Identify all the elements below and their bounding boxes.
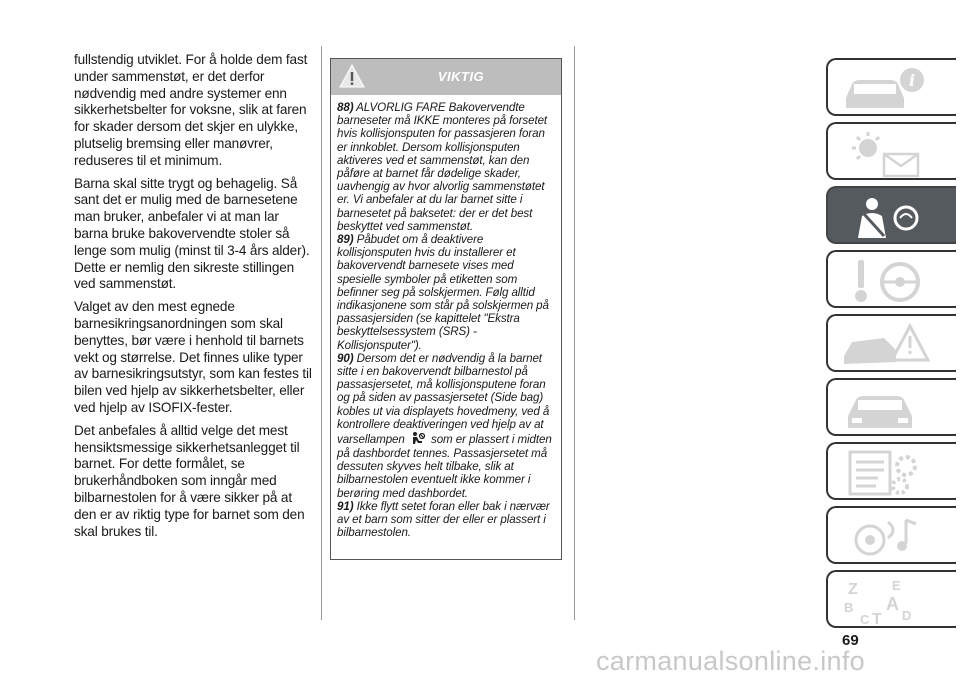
tab-car-info[interactable] bbox=[826, 58, 956, 116]
tab-starting-driving[interactable] bbox=[826, 250, 956, 308]
warning-note bbox=[337, 101, 555, 233]
paragraph: Valget av den mest egnede barnesikringsanordningen som skal benyttes, bør være i henhold til barnets vekt og størrelse. Det finnes ulike typer av barnesikringsutstyr, som kan festes til bilen ved hjelp av sikkerhetsbelter, eller ved hjelp av ISOFIX-fester. bbox=[74, 299, 312, 415]
warning-note bbox=[337, 500, 555, 540]
warning-box bbox=[330, 58, 562, 560]
body-text-column bbox=[74, 52, 314, 546]
paragraph: Barna skal sitte trygt og behagelig. Så sant det er mulig med de barnesetene man bruker, anbefaler vi at man lar barna bruke bakovervendte stoler så lenge som mulig (minst til 3-4 års alder). Dette er nemlig den sikreste stillingen ved sammenstøt. bbox=[74, 175, 310, 292]
index-letter: C bbox=[860, 612, 870, 626]
key-steering-wheel-icon bbox=[840, 256, 936, 306]
note-text: ALVORLIG FARE Bakovervendte barneseter må IKKE monteres på forsetet hvis kollisjonsputen for passasjeren foran er innkoblet. Dersom kollisjonsputen aktiveres ved et sammenstøt, kan den påføre at barnet får dødelige skader, uavhengig av hvor alvorlig sammenstøtet er. Vi anbefaler at du lar barnet sitte i barnesetet på baksetet: der er det best beskyttet ved sammenstøt. bbox=[337, 101, 548, 233]
index-letters-icon bbox=[840, 576, 936, 626]
airbag-off-warning-light-icon bbox=[410, 431, 426, 447]
note-number: 91) bbox=[337, 499, 354, 513]
specifications-gear-icon bbox=[840, 448, 936, 498]
car-accident-icon bbox=[840, 320, 936, 370]
column-divider bbox=[574, 46, 575, 620]
index-letter: T bbox=[872, 611, 882, 626]
seatbelt-airbag-icon bbox=[840, 192, 936, 242]
car-info-icon bbox=[840, 64, 936, 114]
note-number: 89) bbox=[337, 233, 354, 247]
note-text: Ikke flytt setet foran eller bak i nærvær av et barn som sitter der eller er plassert i bilbarnestolen. bbox=[337, 499, 550, 540]
paragraph: Det anbefales å alltid velge det mest hensiktsmessige sikkerhetsanlegget til barnet. For dette formålet, se brukerhåndboken som inngår med bilbarnestolen for å være sikker på at den er av riktig type for barnet som den skal brukes til. bbox=[74, 422, 305, 539]
tab-index[interactable] bbox=[826, 570, 956, 628]
paragraph: fullstendig utviklet. For å holde dem fast under sammenstøt, er det derfor nødvendig med andre systemer enn sikkerhetsbelter for voksne, slik at faren for skader dersom det skjer en ulykke, plutselig bremsing eller manøvrer, reduseres til et minimum. bbox=[74, 52, 308, 168]
multimedia-icon bbox=[840, 512, 936, 562]
tab-safety[interactable] bbox=[826, 186, 956, 244]
warning-note bbox=[337, 233, 555, 352]
warning-box-header bbox=[331, 59, 561, 95]
warning-box-body bbox=[331, 95, 561, 540]
index-letter: A bbox=[886, 594, 899, 614]
index-letter: D bbox=[902, 608, 912, 623]
tab-warning-lights[interactable] bbox=[826, 122, 956, 180]
note-text: Påbudet om å deaktivere kollisjonsputen hvis du installerer et bakovervendt barnesete vises med spesielle symboler på etiketten som befinner seg på solskjermen. Følg alltid indikasjonene som står på solskjermen på passasjersiden (se kapittelet "Ekstra beskyttelsessystem (SRS) - Kollisjonsputer"). bbox=[337, 233, 549, 352]
watermark: carmanualsonline.info bbox=[596, 646, 865, 676]
note-number: 90) bbox=[337, 351, 354, 365]
note-text: Dersom det er nødvendig å la barnet sitte i en bakovervendt bilbarnestol på passasjersetet, må kollisjonsputene foran og på siden av passasjersetet (Side bag) kobles ut via displayets hovedmeny, ved å kontrollere deaktiveringen ved hjelp av at varsellampen bbox=[337, 351, 550, 447]
warning-note bbox=[337, 352, 555, 500]
column-divider bbox=[321, 46, 322, 620]
svg-text:i: i bbox=[908, 71, 916, 90]
tab-maintenance[interactable] bbox=[826, 378, 956, 436]
note-number: 88) bbox=[337, 101, 354, 114]
note-text: som er plassert i midten på dashbordet tennes. Passasjersetet må dessuten skyves helt tilbake, slik at bilbarnestolen eventuelt ikke kommer i berøring med dashbordet. bbox=[337, 433, 552, 500]
index-letter: Z bbox=[848, 581, 858, 598]
index-letter: B bbox=[844, 600, 854, 615]
tab-specifications[interactable] bbox=[826, 442, 956, 500]
warning-box-title: VIKTIG bbox=[437, 69, 485, 84]
tab-multimedia[interactable] bbox=[826, 506, 956, 564]
tab-emergency[interactable] bbox=[826, 314, 956, 372]
warning-light-message-icon bbox=[840, 128, 936, 178]
page-number: 69 bbox=[842, 632, 859, 649]
car-maintenance-icon bbox=[840, 384, 936, 434]
index-letter: E bbox=[892, 578, 901, 593]
